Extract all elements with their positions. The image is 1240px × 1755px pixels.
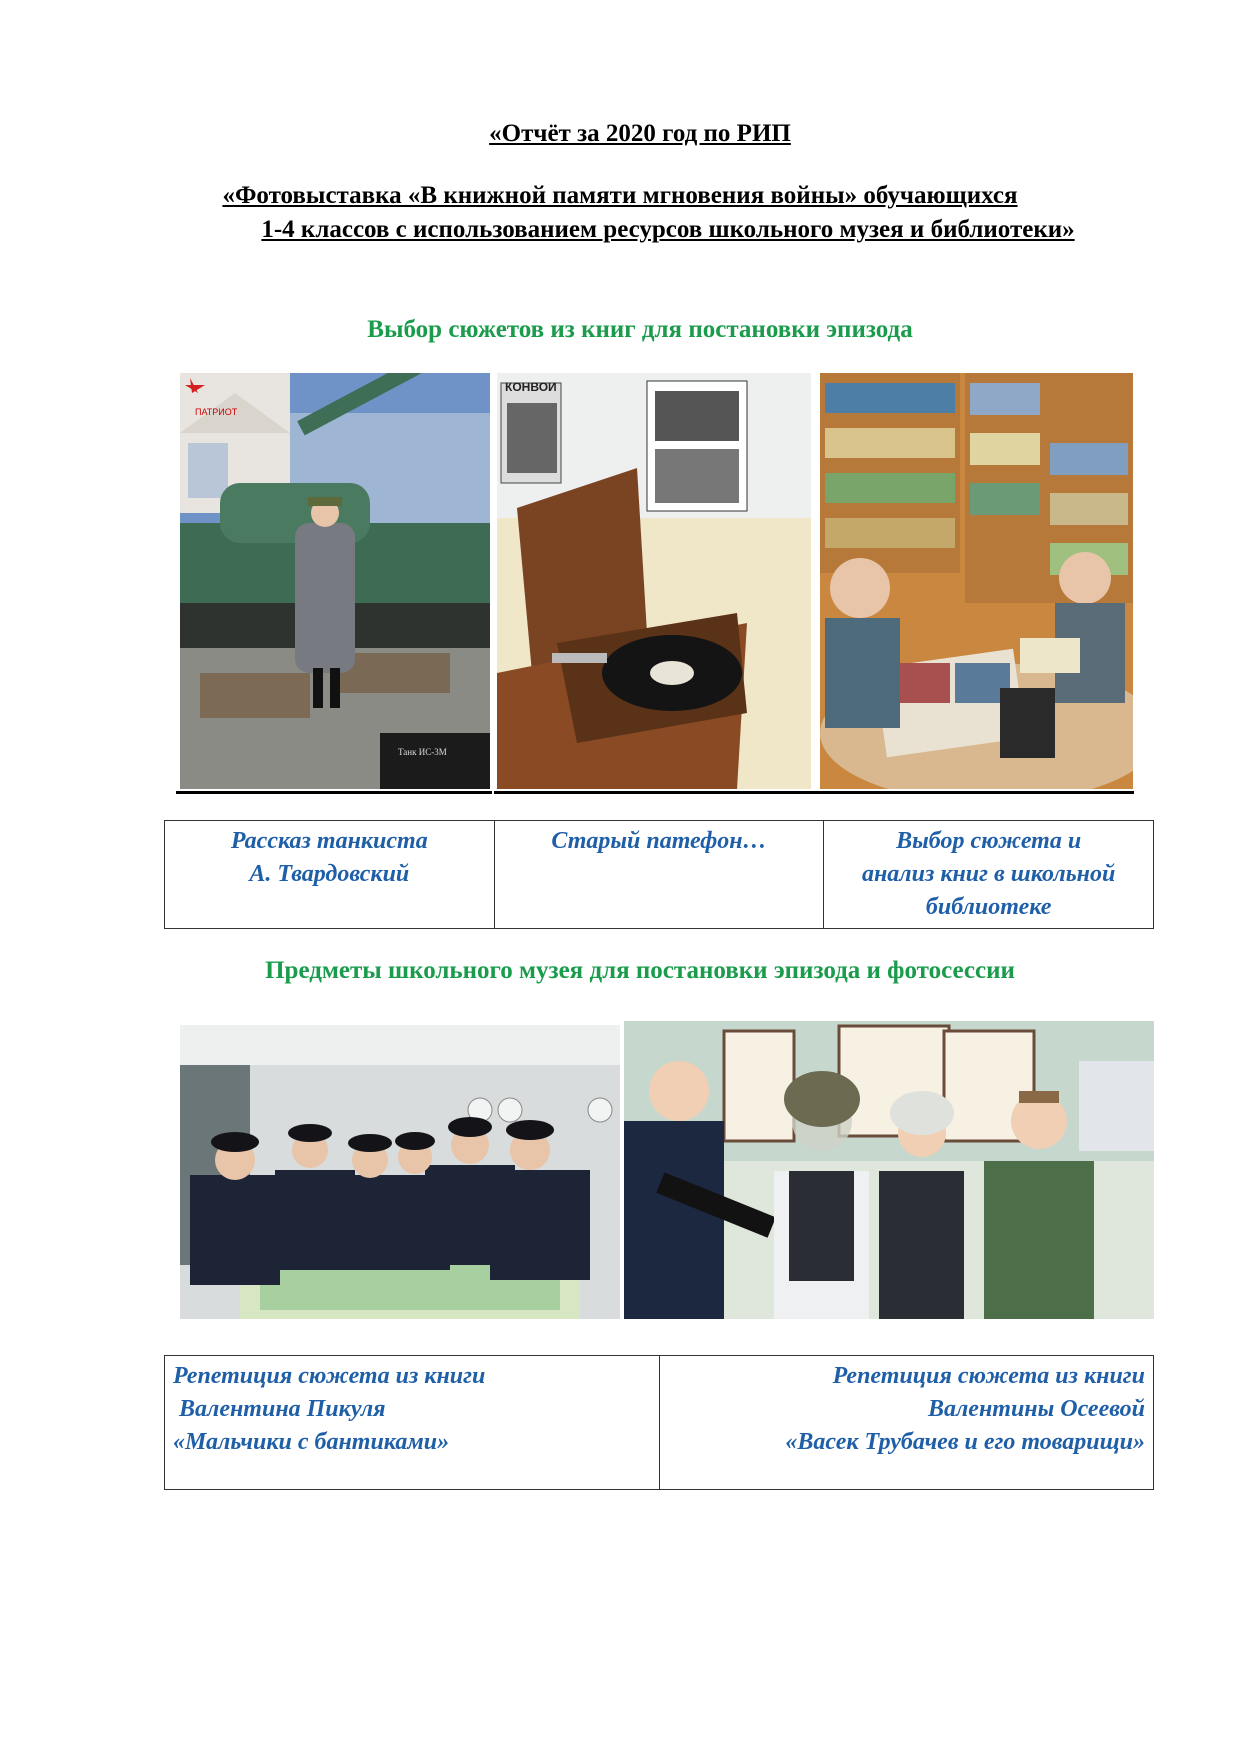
photo-underline-left <box>176 791 492 794</box>
section-heading-museum: Предметы школьного музея для постановки эпизода и фотосессии <box>265 957 1015 984</box>
caption-library: Выбор сюжета и анализ книг в школьной библиотеке <box>824 821 1154 929</box>
svg-text:КОНВОИ: КОНВОИ <box>505 380 557 394</box>
svg-text:ПАТРИОТ: ПАТРИОТ <box>195 407 238 417</box>
tank-photo <box>180 373 490 789</box>
caption-tank: Рассказ танкиста А. Твардовский <box>165 821 495 929</box>
library-photo <box>820 373 1133 789</box>
gramophone-photo <box>497 373 811 789</box>
caption-pikul: Репетиция сюжета из книги Валентина Пикуля «Мальчики с бантиками» <box>165 1356 660 1490</box>
svg-text:Танк ИС-3М: Танк ИС-3М <box>398 747 447 757</box>
caption-table-1 <box>164 820 1154 929</box>
museum-children-photo <box>624 1021 1154 1319</box>
cadets-map-photo <box>180 1025 620 1319</box>
section-heading-plots: Выбор сюжетов из книг для постановки эпизода <box>367 316 913 343</box>
photo-underline-right <box>494 791 1134 794</box>
exhibition-title-line2: 1-4 классов с использованием ресурсов школьного музея и библиотеки» <box>261 216 1075 243</box>
report-title: «Отчёт за 2020 год по РИП <box>489 120 791 147</box>
exhibition-title-line1: «Фотовыставка «В книжной памяти мгновения войны» обучающихся <box>222 182 1018 209</box>
caption-table-2 <box>164 1355 1154 1490</box>
caption-oseeva: Репетиция сюжета из книги Валентины Осеевой «Васек Трубачев и его товарищи» <box>659 1356 1154 1490</box>
caption-gramophone: Старый патефон… <box>494 821 824 929</box>
